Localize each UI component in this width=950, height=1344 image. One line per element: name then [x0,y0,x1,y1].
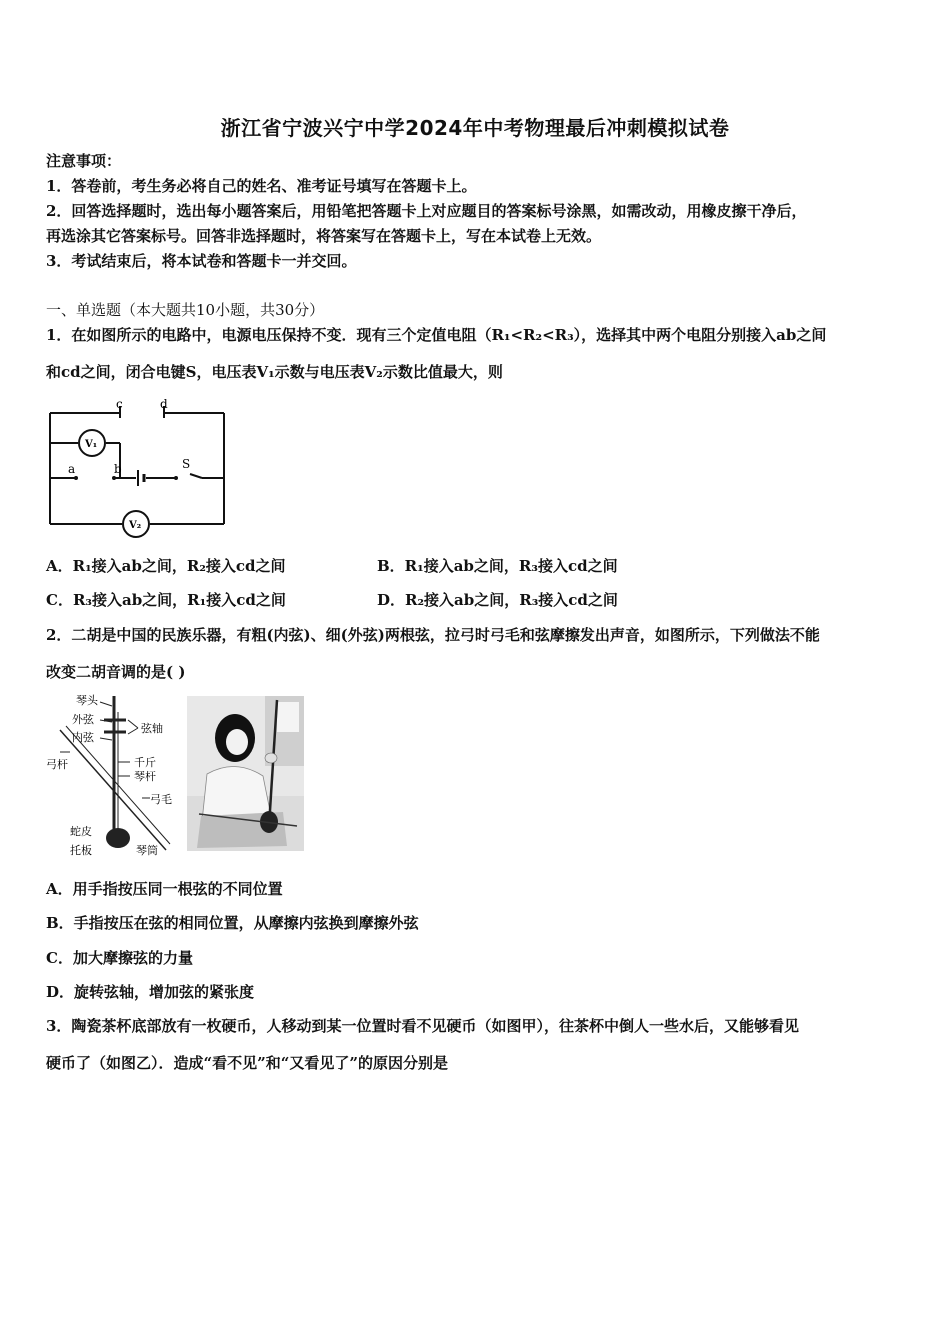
section-heading: 一、单选题（本大题共10小题，共30分） [46,301,325,319]
erhu-label-tuoban: 托板 [70,844,92,857]
circuit-label-b: b [114,462,122,476]
erhu-label-qintou: 琴头 [76,694,98,707]
erhu-label-qianjin: 千斤 [134,756,156,769]
q2-stem-line1: 2．二胡是中国的民族乐器，有粗(内弦)、细(外弦)两根弦，拉弓时弓毛和弦摩擦发出声音，如图所示，下列做法不能 [46,626,820,644]
notice-heading: 注意事项： [46,152,122,170]
erhu-label-qintong: 琴筒 [136,844,158,857]
circuit-label-v2: V₂ [129,520,142,531]
erhu-label-gongmao: 弓毛 [150,793,172,806]
circuit-label-c: c [116,397,123,411]
q2-option-c: C．加大摩擦弦的力量 [46,949,193,967]
erhu-label-qingan: 琴杆 [134,770,156,783]
notice-item-2: 2．回答选择题时，选出每小题答案后，用铅笔把答题卡上对应题目的答案标号涂黑，如需改动，用橡皮擦干净后， [46,202,807,220]
erhu-label-gonggan: 弓杆 [46,758,68,771]
q2-option-d: D．旋转弦轴，增加弦的紧张度 [46,983,255,1001]
erhu-label-shepi: 蛇皮 [70,825,92,838]
q1-option-a: A．R₁接入ab之间，R₂接入cd之间 [46,557,286,575]
notice-item-1: 1．答卷前，考生务必将自己的姓名、准考证号填写在答题卡上。 [46,177,477,195]
q2-option-a: A．用手指按压同一根弦的不同位置 [46,880,283,898]
erhu-label-neixian: 内弦 [72,731,94,744]
q1-circuit-diagram [40,396,240,538]
q3-stem-line2: 硬币了（如图乙）．造成“看不见”和“又看见了”的原因分别是 [46,1054,449,1072]
circuit-label-v1: V₁ [85,439,98,450]
q2-option-b: B．手指按压在弦的相同位置，从摩擦内弦换到摩擦外弦 [46,914,419,932]
q1-stem-line2: 和cd之间，闭合电键S，电压表V₁示数与电压表V₂示数比值最大，则 [46,363,503,381]
circuit-label-s: S [182,457,191,471]
q1-option-c: C．R₃接入ab之间，R₁接入cd之间 [46,591,286,609]
q2-stem-line2: 改变二胡音调的是( ) [46,663,186,681]
circuit-label-d: d [160,397,168,411]
circuit-label-a: a [68,462,76,476]
q1-option-d: D．R₂接入ab之间，R₃接入cd之间 [377,591,618,609]
q1-stem-line1: 1．在如图所示的电路中，电源电压保持不变．现有三个定值电阻（R₁<R₂<R₃），选择其中两个电阻分别接入ab之间 [46,326,827,344]
notice-item-3: 3．考试结束后，将本试卷和答题卡一并交回。 [46,252,357,270]
erhu-player-photo [187,696,304,851]
q1-option-b: B．R₁接入ab之间，R₃接入cd之间 [377,557,618,575]
notice-item-2-cont: 再选涂其它答案标号。回答非选择题时，将答案写在答题卡上，写在本试卷上无效。 [46,227,602,245]
erhu-label-xianzhou: 弦轴 [141,722,163,735]
page-title: 浙江省宁波兴宁中学2024年中考物理最后冲刺模拟试卷 [220,116,730,140]
q3-stem-line1: 3．陶瓷茶杯底部放有一枚硬币，人移动到某一位置时看不见硬币（如图甲），往茶杯中倒人一些水后，又能够看见 [46,1017,799,1035]
erhu-diagram [46,690,178,860]
erhu-label-waixian: 外弦 [72,713,94,726]
